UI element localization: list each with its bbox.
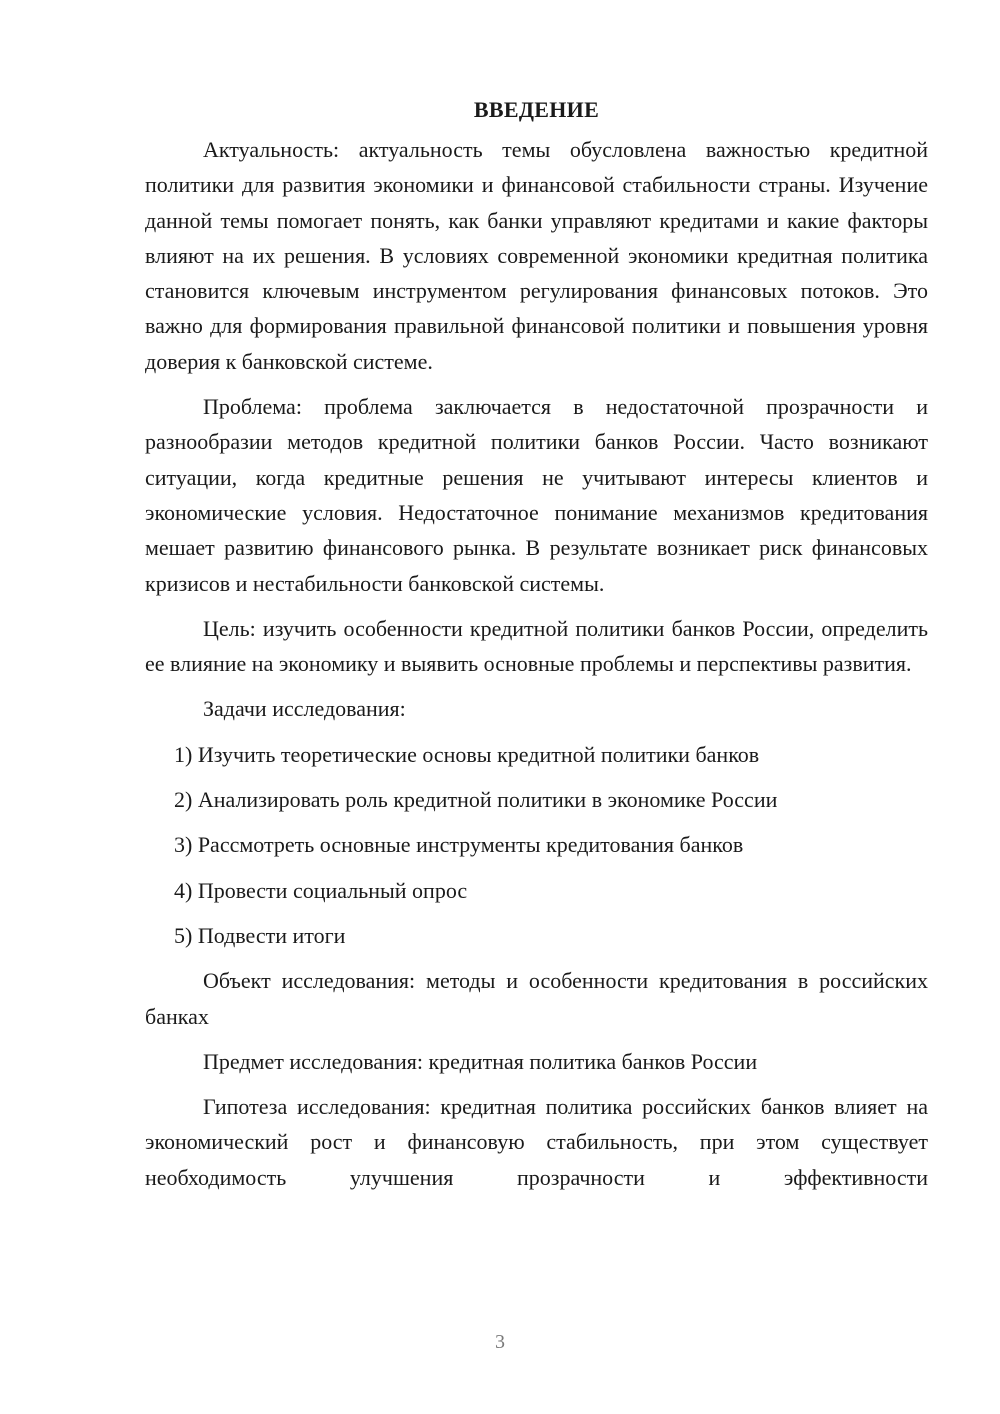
list-item: 3) Рассмотреть основные инструменты кредитования банков [174, 832, 744, 858]
list-item: 5) Подвести итоги [174, 922, 346, 948]
paragraph-tasks-intro: Задачи исследования: [203, 696, 406, 722]
list-item: 2) Анализировать роль кредитной политики в экономике России [174, 787, 778, 813]
paragraph-problem: Проблема: проблема заключается в недостаточной прозрачности и разнообразии методов кредитной политики банков России. Часто возникают ситуации, когда кредитные решения не учитывают интересы клиентов и экономические условия. Недостаточное понимание механизмов кредитования мешает развитию финансового рынка. В результате возникает риск финансовых кризисов и нестабильности банковской системы. [145, 394, 928, 596]
page-number: 3 [495, 1331, 505, 1353]
tasks-list [145, 737, 928, 953]
list-item: 1) Изучить теоретические основы кредитной политики банков [174, 741, 760, 767]
paragraph-relevance: Актуальность: актуальность темы обусловлена важностью кредитной политики для развития экономики и финансовой стабильности страны. Изучение данной темы помогает понять, как банки управляют кредитами и какие факторы влияют на их решения. В условиях современной экономики кредитная политика становится ключевым инструментом регулирования финансовых потоков. Это важно для формирования правильной финансовой политики и повышения уровня доверия к банковской системе. [145, 137, 928, 374]
paragraph-subject: Предмет исследования: кредитная политика банков России [203, 1048, 758, 1074]
document-page [145, 92, 928, 1205]
list-item: 4) Провести социальный опрос [174, 877, 468, 903]
section-heading: ВВЕДЕНИЕ [473, 97, 600, 122]
paragraph-hypothesis: Гипотеза исследования: кредитная политика российских банков влияет на экономический рост и финансовую стабильность, при этом существует необходимость улучшения прозрачности и эффективности [145, 1094, 928, 1190]
paragraph-object: Объект исследования: методы и особенности кредитования в российских банках [145, 968, 928, 1029]
paragraph-goal: Цель: изучить особенности кредитной политики банков России, определить ее влияние на экономику и выявить основные проблемы и перспективы развития. [145, 615, 928, 677]
